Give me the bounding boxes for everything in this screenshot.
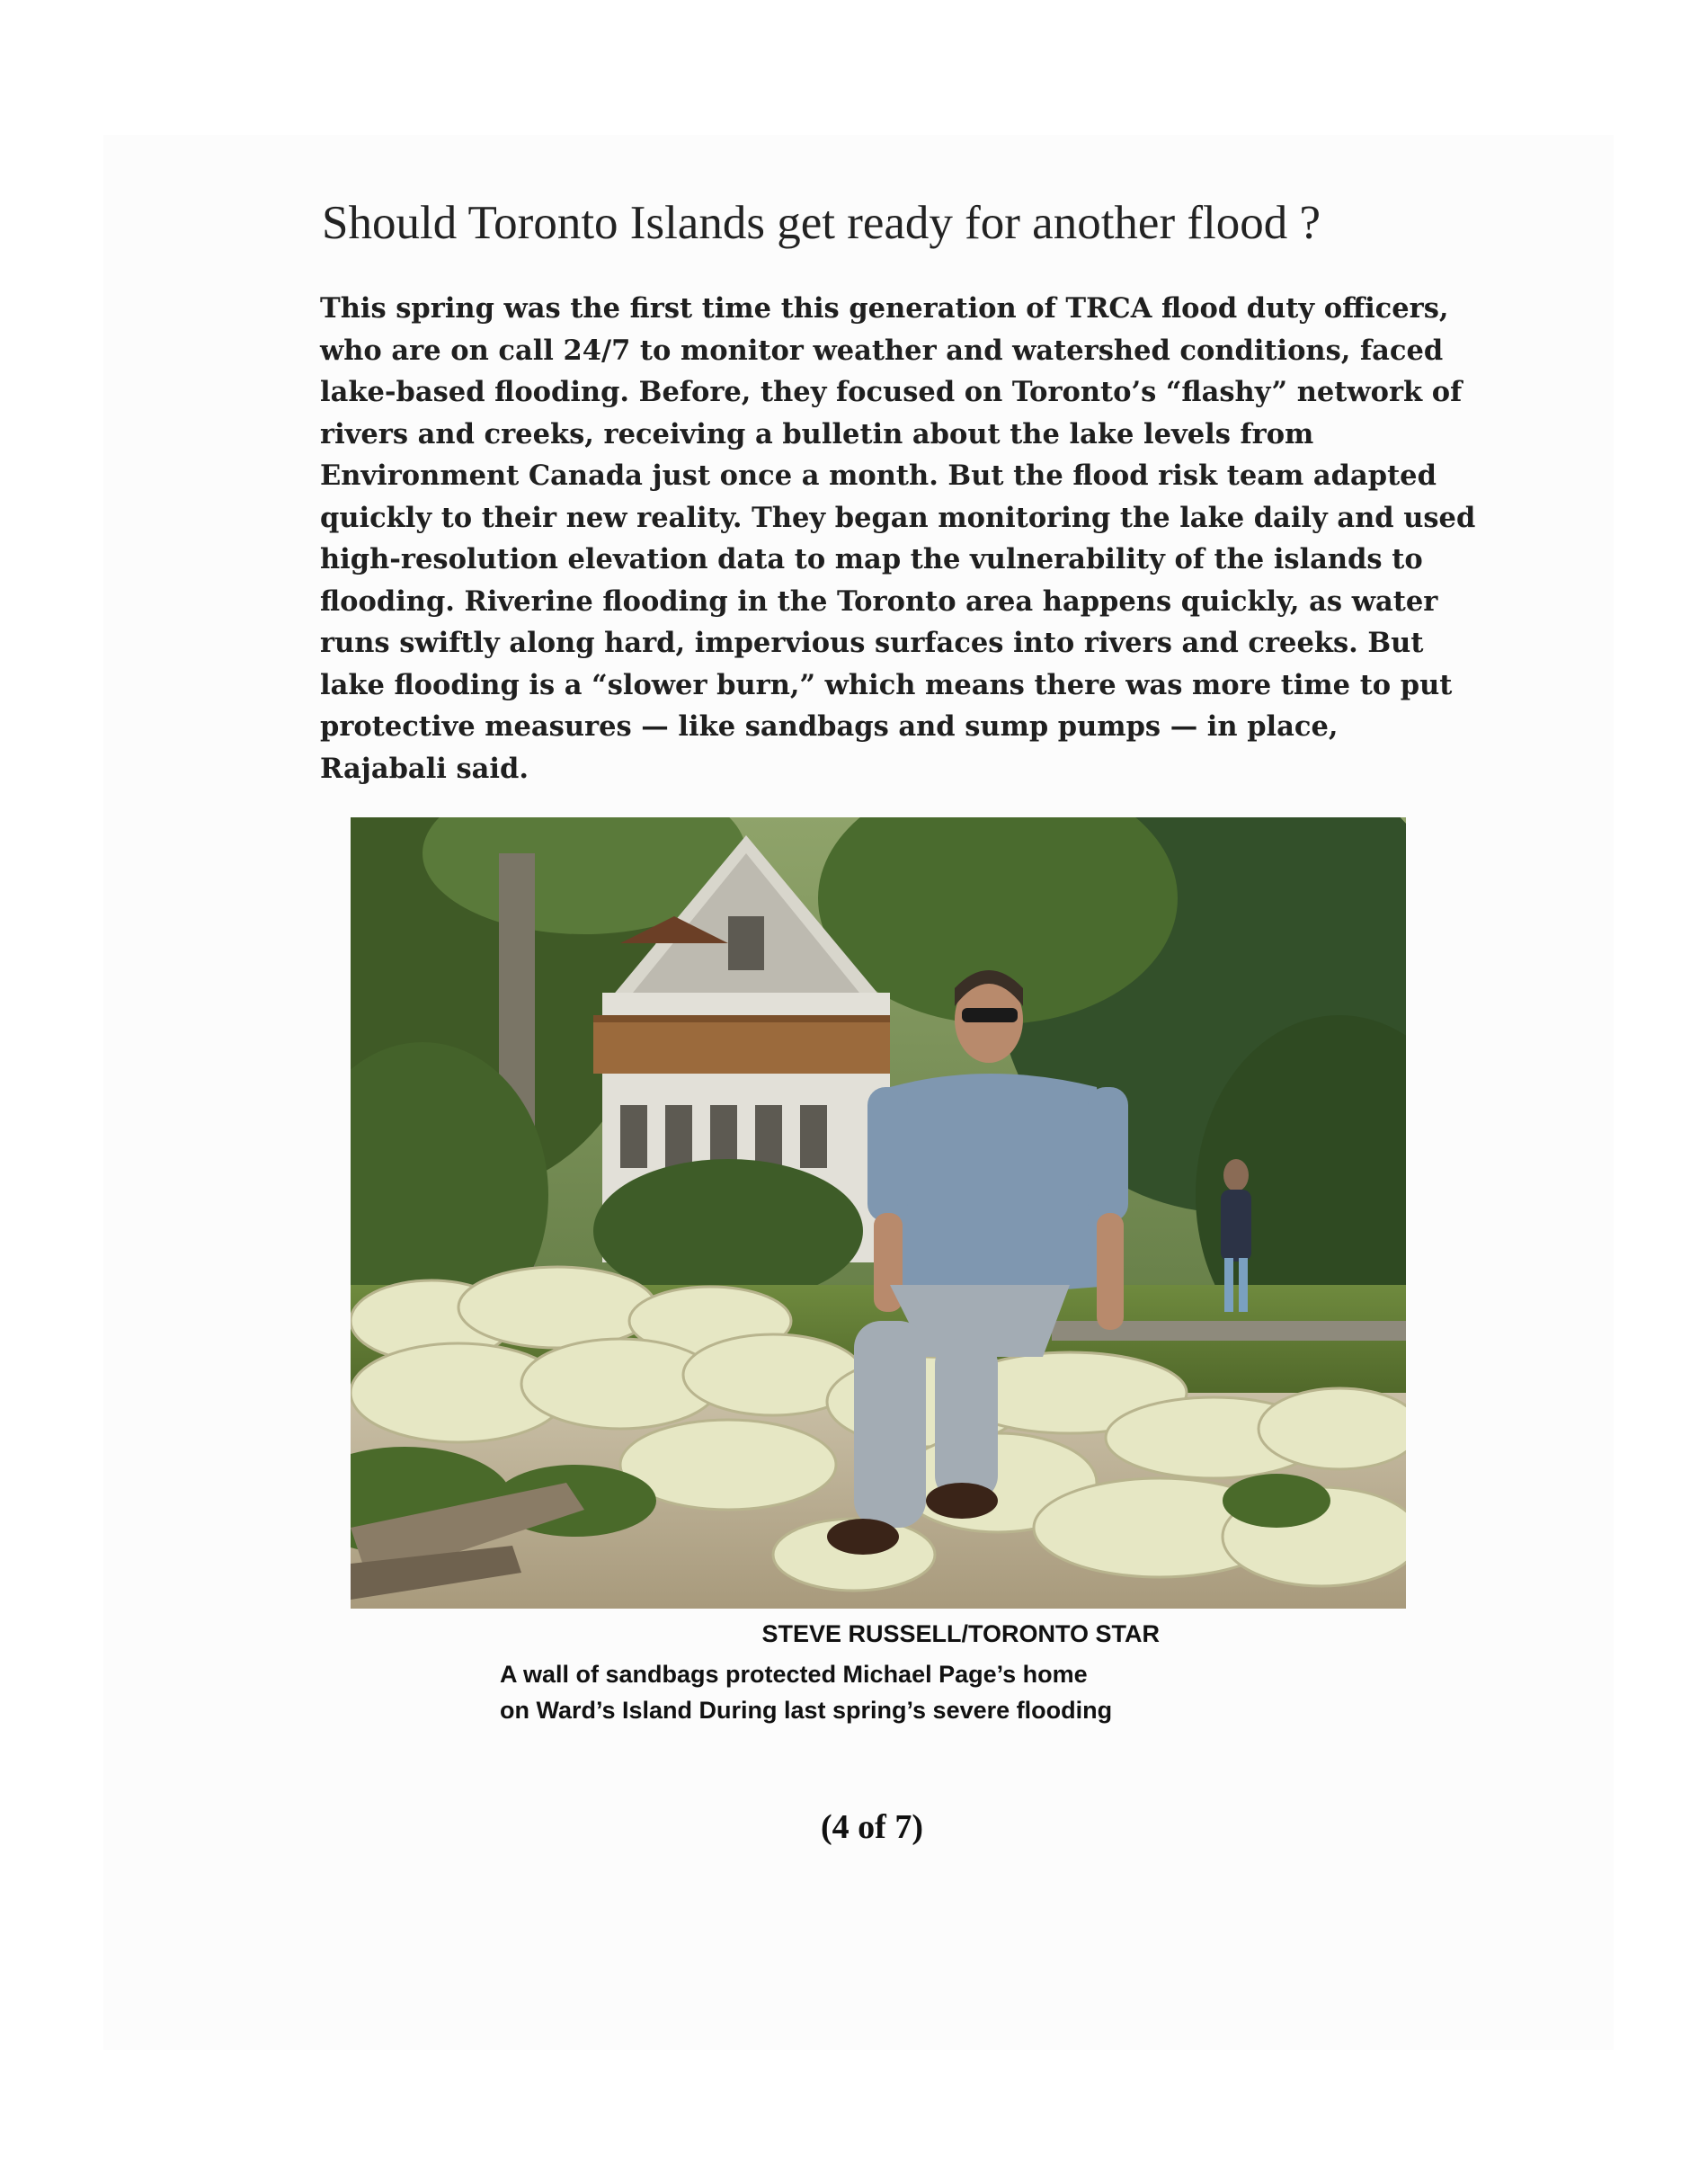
body-line: This spring was the first time this generation of TRCA flood duty officers, — [320, 292, 1449, 325]
caption-line: on Ward’s Island During last spring’s severe flooding — [500, 1697, 1113, 1724]
body-line: lake-based flooding. Before, they focused on Toronto’s “flashy” network of — [320, 376, 1463, 408]
photo-caption — [500, 1656, 1165, 1728]
body-line: quickly to their new reality. They began monitoring the lake daily and used — [320, 501, 1476, 534]
body-line: flooding. Riverine flooding in the Toronto area happens quickly, as water — [320, 584, 1438, 618]
article-headline: Should Toronto Islands get ready for another flood ? — [322, 197, 1321, 249]
body-line: Environment Canada just once a month. But the flood risk team adapted — [320, 459, 1437, 492]
article-body — [320, 288, 1480, 789]
body-line: lake flooding is a “slower burn,” which means there was more time to put — [320, 668, 1453, 701]
body-line: who are on call 24/7 to monitor weather and watershed conditions, faced — [320, 334, 1444, 367]
news-photo — [351, 817, 1406, 1609]
body-line: high-resolution elevation data to map the vulnerability of the islands to — [320, 543, 1423, 575]
body-line: rivers and creeks, receiving a bulletin about the lake levels from — [320, 417, 1314, 450]
body-line: protective measures — like sandbags and sump pumps — in place, — [320, 710, 1339, 743]
photo-credit: STEVE RUSSELL/TORONTO STAR — [761, 1620, 1160, 1647]
caption-line: A wall of sandbags protected Michael Page’s home — [500, 1661, 1088, 1688]
body-line: runs swiftly along hard, impervious surfaces into rivers and creeks. But — [320, 627, 1424, 659]
body-line: Rajabali said. — [320, 752, 529, 785]
page-number: (4 of 7) — [821, 1808, 923, 1846]
